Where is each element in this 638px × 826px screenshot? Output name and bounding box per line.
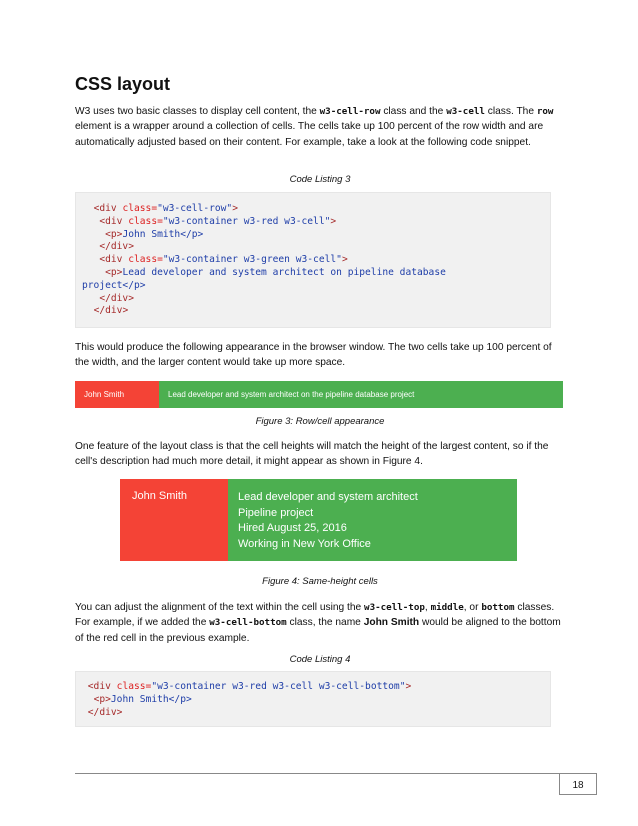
alignment-text-2: , bbox=[424, 602, 431, 613]
alignment-text-3: , or bbox=[463, 602, 482, 613]
code-line bbox=[82, 681, 550, 694]
code-token-attr: class= bbox=[122, 254, 163, 266]
figure-4-line: Lead developer and system architect bbox=[238, 491, 418, 503]
page-number: 18 bbox=[559, 773, 597, 795]
code-token-indent bbox=[82, 229, 105, 240]
code-listing-3 bbox=[75, 192, 551, 328]
code-token-open: <p> bbox=[93, 693, 111, 705]
code-token-open: <div bbox=[93, 203, 117, 214]
figure-3-green-cell: Lead developer and system architect on the pipeline database project bbox=[159, 381, 563, 408]
code-w3-cell-top: w3-cell-top bbox=[364, 602, 425, 613]
code-token-indent bbox=[82, 694, 94, 705]
code-token-close: > bbox=[232, 203, 238, 214]
alignment-paragraph bbox=[75, 600, 565, 646]
intro-text-4: element is a wrapper around a collection of cells. The cells take up 100 percent of the row width and are automatically adjusted based on their content. For example, take a look at the following code snippet. bbox=[75, 121, 544, 148]
footer-rule bbox=[75, 773, 597, 774]
code-token-val: "w3-cell-row" bbox=[157, 203, 233, 214]
code-row: row bbox=[536, 106, 554, 117]
code-token-text: John Smith</p> bbox=[110, 693, 192, 705]
code-token-indent bbox=[82, 254, 99, 265]
listing3-caption: Code Listing 3 bbox=[289, 174, 351, 185]
code-token-open: <p> bbox=[105, 228, 123, 240]
figure-4-line: Pipeline project bbox=[238, 506, 314, 519]
code-token-open: <p> bbox=[105, 266, 123, 278]
code-token-text: Lead developer and system architect on pipeline database bbox=[122, 266, 446, 278]
code-token-indent bbox=[82, 305, 94, 316]
code-token-close: > bbox=[341, 254, 348, 266]
code-token-open: </div> bbox=[99, 292, 134, 304]
figure-4-row bbox=[120, 479, 517, 561]
code-bottom: bottom bbox=[481, 602, 515, 613]
figure-4-line: Working in New York Office bbox=[238, 537, 371, 550]
intro-paragraph bbox=[75, 104, 565, 150]
code-token-val: "w3-container w3-green w3-cell" bbox=[162, 254, 342, 266]
code-line bbox=[82, 216, 550, 229]
code-token-indent bbox=[82, 241, 99, 252]
code-line bbox=[82, 229, 550, 242]
figure-3-caption: Figure 3: Row/cell appearance bbox=[255, 416, 385, 427]
code-w3-cell-bottom: w3-cell-bottom bbox=[209, 617, 287, 629]
alignment-text-4: classes. For example, if we added the bbox=[75, 602, 555, 629]
code-token-open: <div bbox=[99, 215, 123, 227]
appearance-paragraph: This would produce the following appearance in the browser window. The two cells take up 100 percent of the width, and the larger content would take up more space. bbox=[75, 342, 552, 369]
figure-4-caption: Figure 4: Same-height cells bbox=[262, 576, 378, 587]
code-token-open: </div> bbox=[87, 706, 123, 718]
alignment-text-5: class, the name bbox=[286, 617, 364, 629]
figure-4-green-cell bbox=[228, 479, 517, 561]
figure-4-red-cell: John Smith bbox=[120, 479, 228, 561]
code-token-indent bbox=[82, 203, 94, 214]
code-line bbox=[82, 241, 550, 254]
code-line bbox=[82, 305, 550, 318]
code-token-attr: class= bbox=[122, 215, 163, 227]
figure-4-line: Hired August 25, 2016 bbox=[238, 522, 347, 534]
code-token-val: "w3-container w3-red w3-cell w3-cell-bottom" bbox=[151, 681, 406, 692]
figure-3-red-cell: John Smith bbox=[75, 381, 159, 408]
code-token-indent bbox=[82, 293, 99, 304]
code-token-open: <div bbox=[87, 681, 111, 692]
code-line bbox=[82, 293, 550, 306]
intro-text-1: W3 uses two basic classes to display cell content, the bbox=[75, 106, 320, 117]
code-listing-4 bbox=[75, 671, 551, 727]
code-w3-cell-row: w3-cell-row bbox=[319, 106, 381, 117]
code-token-attr: class= bbox=[116, 203, 158, 214]
code-line bbox=[82, 267, 550, 280]
bold-john-smith: John Smith bbox=[363, 617, 420, 629]
code-line bbox=[82, 694, 550, 707]
figure-3-row bbox=[75, 381, 563, 408]
code-token-open: <div bbox=[99, 254, 123, 266]
code-line bbox=[82, 254, 550, 267]
code-middle: middle bbox=[430, 602, 464, 613]
code-token-indent bbox=[82, 216, 99, 227]
listing4-caption: Code Listing 4 bbox=[289, 654, 351, 665]
code-token-close: > bbox=[405, 681, 412, 692]
code-token-open: </div> bbox=[99, 241, 134, 253]
code-token-text: project</p> bbox=[82, 279, 146, 291]
code-line bbox=[82, 280, 550, 293]
code-line bbox=[82, 707, 550, 720]
same-height-paragraph: One feature of the layout class is that the cell heights will match the height of the largest content, so if the cell's description had much more detail, it might appear as shown in Figure 4. bbox=[75, 441, 549, 468]
alignment-text-6: would be aligned to the bottom of the red cell in the previous example. bbox=[75, 617, 561, 644]
code-token-close: > bbox=[330, 215, 337, 227]
intro-text-3: class. The bbox=[484, 106, 537, 117]
code-token-open: </div> bbox=[93, 305, 129, 317]
code-line bbox=[82, 203, 550, 216]
code-token-indent bbox=[82, 267, 105, 278]
alignment-text-1: You can adjust the alignment of the text within the cell using the bbox=[75, 602, 365, 613]
code-token-val: "w3-container w3-red w3-cell" bbox=[162, 215, 331, 227]
code-token-attr: class= bbox=[110, 681, 152, 692]
code-token-text: John Smith</p> bbox=[122, 228, 204, 240]
code-w3-cell: w3-cell bbox=[446, 106, 485, 117]
section-heading: CSS layout bbox=[75, 74, 171, 94]
intro-text-2: class and the bbox=[380, 106, 447, 117]
